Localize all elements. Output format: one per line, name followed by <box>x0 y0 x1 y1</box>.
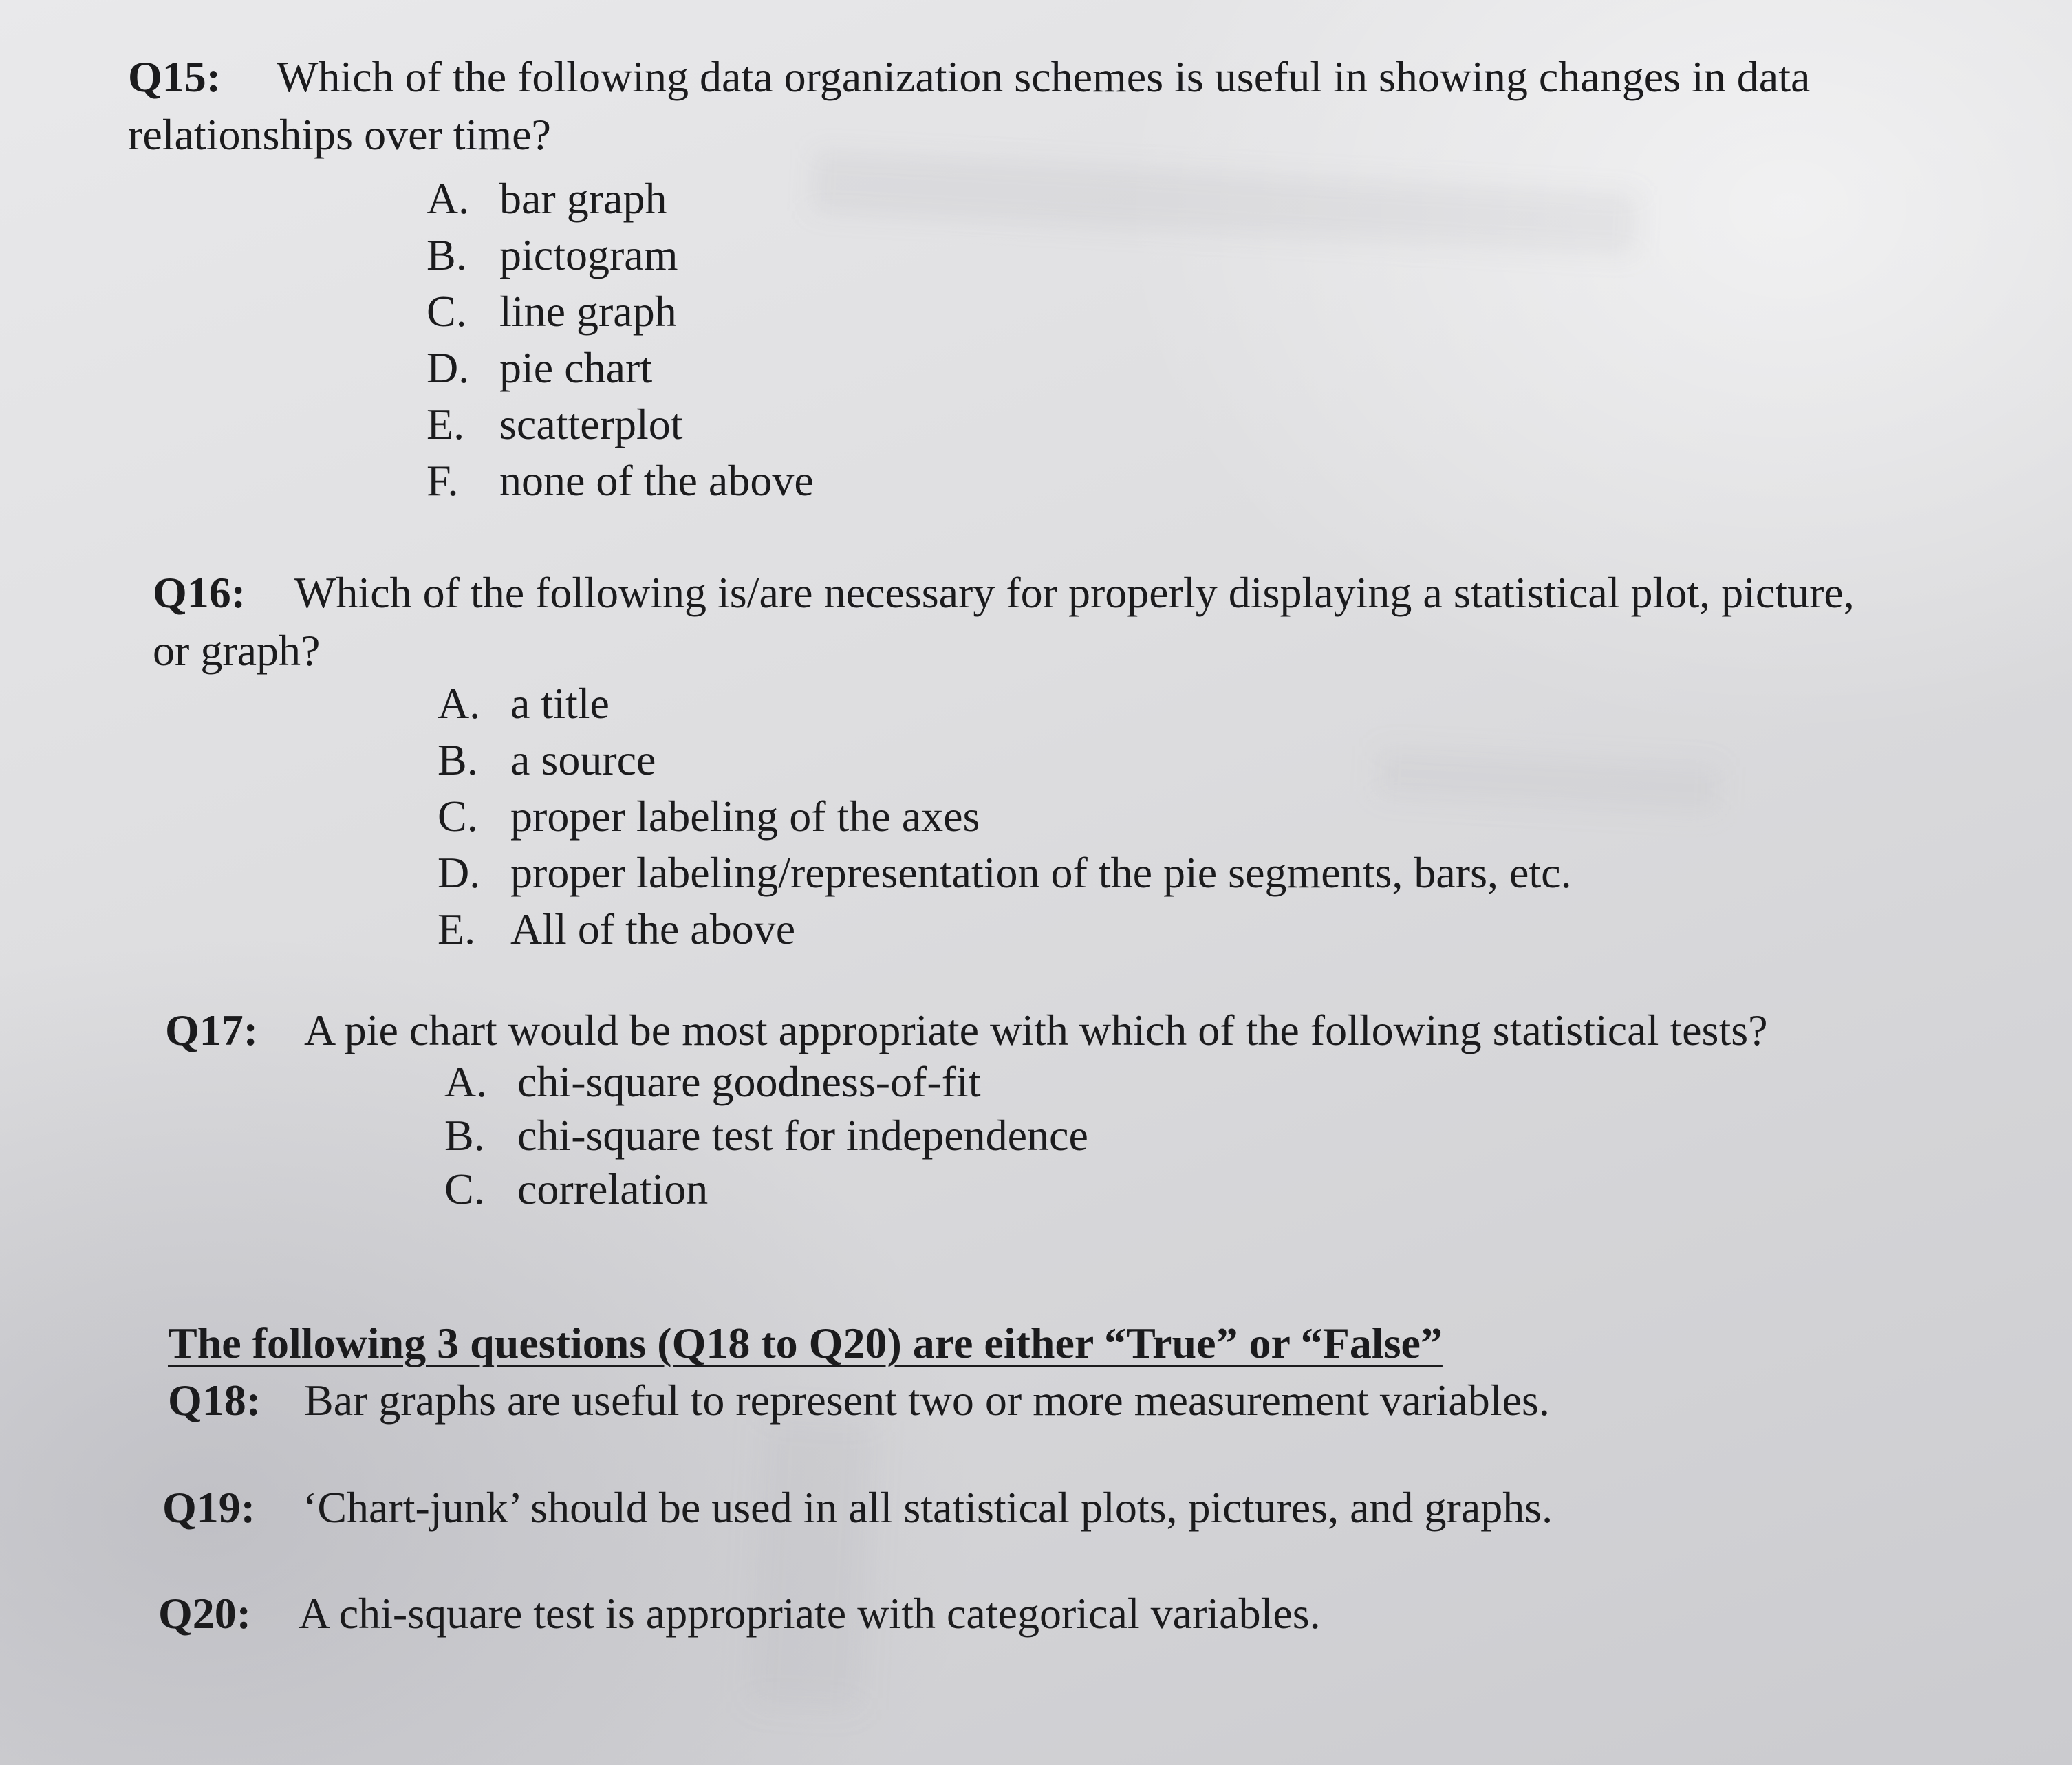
option-letter: C. <box>444 1165 485 1213</box>
question-text-continued: or graph? <box>153 626 321 675</box>
option-text: line graph <box>499 287 677 336</box>
option-d <box>438 845 1572 901</box>
option-text: proper labeling of the axes <box>510 792 980 841</box>
options-q15 <box>427 171 814 509</box>
option-c <box>427 283 814 340</box>
show-through-smudge <box>810 151 1638 256</box>
option-e <box>427 396 814 453</box>
option-text: a title <box>510 679 609 728</box>
option-e <box>438 901 1572 957</box>
option-b <box>444 1109 1088 1162</box>
option-text: proper labeling/representation of the pie segments, bars, etc. <box>510 848 1572 897</box>
option-text: pictogram <box>499 230 678 279</box>
question-number: Q18: <box>168 1376 261 1425</box>
question-text: Bar graphs are useful to represent two or more measurement variables. <box>304 1376 1550 1425</box>
question-text: A chi-square test is appropriate with categorical variables. <box>299 1589 1321 1638</box>
option-text: chi-square goodness-of-fit <box>517 1057 981 1106</box>
option-letter: A. <box>438 679 481 728</box>
option-f <box>427 453 814 509</box>
option-letter: E. <box>427 400 465 448</box>
option-text: a source <box>510 735 656 784</box>
option-text: pie chart <box>499 343 653 392</box>
question-number: Q19: <box>162 1483 256 1532</box>
question-q16 <box>153 564 1855 680</box>
option-letter: B. <box>444 1111 485 1160</box>
true-false-heading: The following 3 questions (Q18 to Q20) are either “True” or “False” <box>168 1319 1443 1367</box>
option-letter: C. <box>427 287 467 336</box>
option-text: correlation <box>517 1165 709 1213</box>
question-number: Q20: <box>158 1589 252 1638</box>
question-q15 <box>128 48 1810 164</box>
option-letter: D. <box>427 343 470 392</box>
option-text: bar graph <box>499 174 667 223</box>
question-q19 <box>162 1479 1553 1537</box>
option-a <box>427 171 814 227</box>
option-letter: B. <box>427 230 467 279</box>
option-text: none of the above <box>499 456 814 505</box>
option-letter: A. <box>444 1057 488 1106</box>
option-letter: A. <box>427 174 470 223</box>
question-text: ‘Chart-junk’ should be used in all statistical plots, pictures, and graphs. <box>303 1483 1553 1532</box>
question-q17 <box>165 1001 1768 1059</box>
option-b <box>427 227 814 283</box>
option-text: scatterplot <box>499 400 683 448</box>
option-text: All of the above <box>510 905 796 953</box>
option-a <box>438 675 1572 732</box>
option-d <box>427 340 814 396</box>
question-text: A pie chart would be most appropriate with which of the following statistical tests? <box>304 1006 1768 1054</box>
question-text: Which of the following data organization schemes is useful in showing changes in data <box>277 52 1811 101</box>
question-text: Which of the following is/are necessary for properly displaying a statistical plot, picture, <box>294 568 1855 617</box>
option-text: chi-square test for independence <box>517 1111 1088 1160</box>
option-c <box>438 788 1572 845</box>
question-number: Q17: <box>165 1006 259 1054</box>
option-c <box>444 1162 1088 1216</box>
option-letter: F. <box>427 456 459 505</box>
option-letter: E. <box>438 905 476 953</box>
options-q16 <box>438 675 1572 957</box>
question-number: Q15: <box>128 52 222 101</box>
question-number: Q16: <box>153 568 246 617</box>
question-q18 <box>168 1372 1550 1429</box>
option-a <box>444 1055 1088 1109</box>
show-through-smudge <box>749 1414 874 1709</box>
option-letter: B. <box>438 735 478 784</box>
question-text-continued: relationships over time? <box>128 110 551 159</box>
option-letter: C. <box>438 792 478 841</box>
options-q17 <box>444 1055 1088 1216</box>
option-b <box>438 732 1572 788</box>
option-letter: D. <box>438 848 481 897</box>
question-q20 <box>158 1585 1321 1643</box>
